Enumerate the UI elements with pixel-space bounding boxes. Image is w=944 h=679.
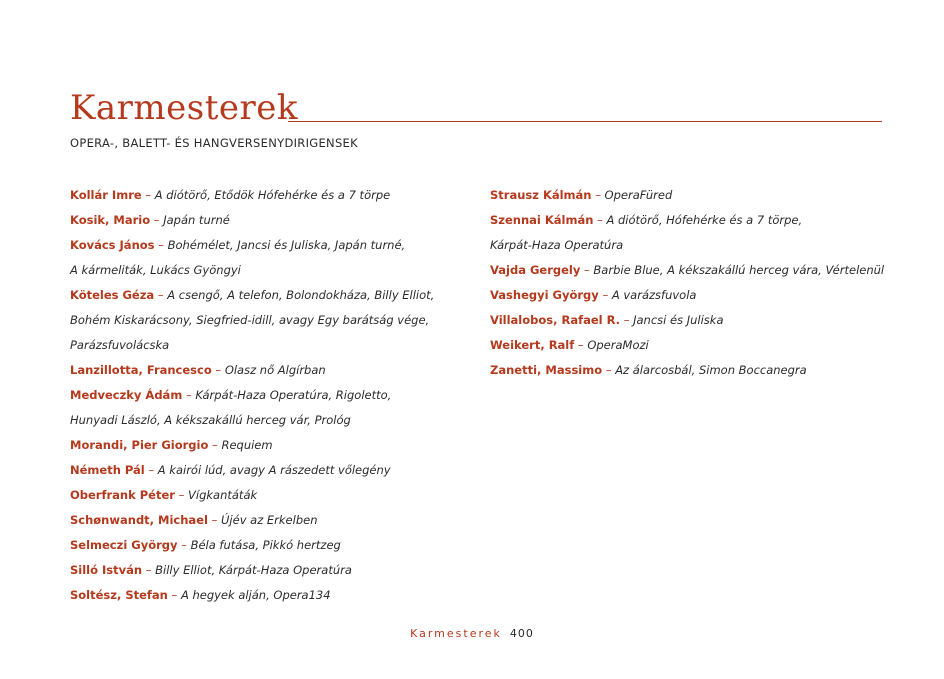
conductor-works: Kárpát-Haza Operatúra, Rigoletto, [195,388,392,402]
conductor-works: Jancsi és Juliska [633,313,724,327]
page-title: Karmesterek [70,88,298,128]
conductor-name: Medveczky Ádám [70,388,183,402]
conductor-entry-line [70,208,470,233]
footer-section-name: Karmesterek [410,627,502,640]
entry-dash: – [171,588,178,602]
conductor-works: Japán turné [163,213,230,227]
conductor-list-right [490,183,910,383]
conductor-entry-line [490,258,910,283]
conductor-works: Hunyadi László, A kékszakállú herceg vár, Prológ [70,413,351,427]
conductor-entry-line [70,583,470,608]
entry-dash: – [577,338,584,352]
conductor-works: Bohémélet, Jancsi és Juliska, Japán turné, [167,238,406,252]
conductor-name: Vajda Gergely [490,263,581,277]
entry-dash: – [602,288,609,302]
page-header [70,88,882,128]
conductor-works: OperaFüred [604,188,673,202]
conductor-works: Vígkantáták [188,488,258,502]
conductor-entry-line [70,533,470,558]
entry-dash: – [211,513,218,527]
conductor-name: Kosik, Mario [70,213,151,227]
conductor-name: Szennai Kálmán [490,213,594,227]
conductor-works: Billy Elliot, Kárpát-Haza Operatúra [155,563,352,577]
entry-dash: – [145,563,152,577]
conductor-works: Olasz nő Algírban [224,363,326,377]
entry-dash: – [145,188,152,202]
conductor-entry-line [70,233,470,258]
conductor-works: A diótörő, Hófehérke és a 7 törpe, [606,213,803,227]
conductor-works: A varázsfuvola [611,288,697,302]
entry-dash: – [623,313,630,327]
entry-dash: – [153,213,160,227]
entry-dash: – [595,188,601,202]
conductor-works: Bohém Kiskarácsony, Siegfried-idill, avagy Egy barátság vége, [70,313,430,327]
entry-dash: – [178,488,185,502]
conductor-entry-line [490,183,910,208]
entry-dash: – [597,213,603,227]
conductor-name: Németh Pál [70,463,145,477]
conductor-entry-line [70,508,470,533]
conductor-name: Zanetti, Massimo [490,363,603,377]
entry-dash: – [212,438,218,452]
title-rule [288,121,882,122]
conductor-entry-line [490,333,910,358]
page-subtitle: OPERA-, BALETT- ÉS HANGVERSENYDIRIGENSEK [70,136,358,150]
conductor-name: Strausz Kálmán [490,188,592,202]
conductor-works: Requiem [221,438,273,452]
conductor-name: Villalobos, Rafael R. [490,313,621,327]
conductor-entry-line [70,458,470,483]
conductor-name: Kollár Imre [70,188,142,202]
page-number: 400 [509,627,534,640]
conductor-name: Kovács János [70,238,155,252]
conductor-entry-line [70,483,470,508]
conductor-name: Lanzillotta, Francesco [70,363,212,377]
conductor-entry-line [70,308,470,333]
conductor-works: A kairói lúd, avagy A rászedett vőlegény [157,463,391,477]
conductor-entry-line [490,283,910,308]
conductor-works: Kárpát-Haza Operatúra [490,238,624,252]
conductor-works: A diótörő, Etődök Hófehérke és a 7 törpe [154,188,391,202]
conductor-entry-line [70,408,470,433]
conductor-works: OperaMozi [587,338,649,352]
conductor-works: Az álarcosbál, Simon Boccanegra [615,363,807,377]
conductor-list-left [70,183,470,608]
entry-dash: – [605,363,612,377]
conductor-entry-line [70,358,470,383]
conductor-entry-line [70,333,470,358]
entry-dash: – [584,263,590,277]
conductor-entry-line [70,433,470,458]
conductor-entry-line [70,558,470,583]
conductor-name: Oberfrank Péter [70,488,175,502]
conductor-entry-line [70,183,470,208]
conductor-name: Selmeczi György [70,538,178,552]
conductor-entry-line [490,308,910,333]
conductor-works: Parázsfuvolácska [70,338,170,352]
entry-dash: – [185,388,192,402]
conductor-name: Silló István [70,563,143,577]
conductor-works: Béla futása, Pikkó hertzeg [190,538,341,552]
entry-dash: – [158,238,164,252]
conductor-works: A kármeliták, Lukács Gyöngyi [70,263,241,277]
conductor-entry-line [70,283,470,308]
page-footer [0,627,944,640]
conductor-name: Morandi, Pier Giorgio [70,438,209,452]
conductor-entry-line [70,383,470,408]
entry-dash: – [157,288,164,302]
entry-dash: – [215,363,222,377]
conductor-entry-line [490,358,910,383]
conductor-entry-line [70,258,470,283]
conductor-name: Soltész, Stefan [70,588,168,602]
conductor-works: A csengő, A telefon, Bolondokháza, Billy Elliot, [167,288,435,302]
entry-dash: – [148,463,155,477]
entry-dash: – [181,538,187,552]
conductor-works: Barbie Blue, A kékszakállú herceg vára, Vértelenül [593,263,885,277]
conductor-entry-line [490,233,910,258]
conductor-entry-line [490,208,910,233]
conductor-name: Vashegyi György [490,288,599,302]
conductor-name: Weikert, Ralf [490,338,575,352]
conductor-name: Schønwandt, Michael [70,513,208,527]
conductor-works: Újév az Erkelben [221,513,318,527]
conductor-works: A hegyek alján, Opera134 [180,588,331,602]
conductor-name: Köteles Géza [70,288,155,302]
